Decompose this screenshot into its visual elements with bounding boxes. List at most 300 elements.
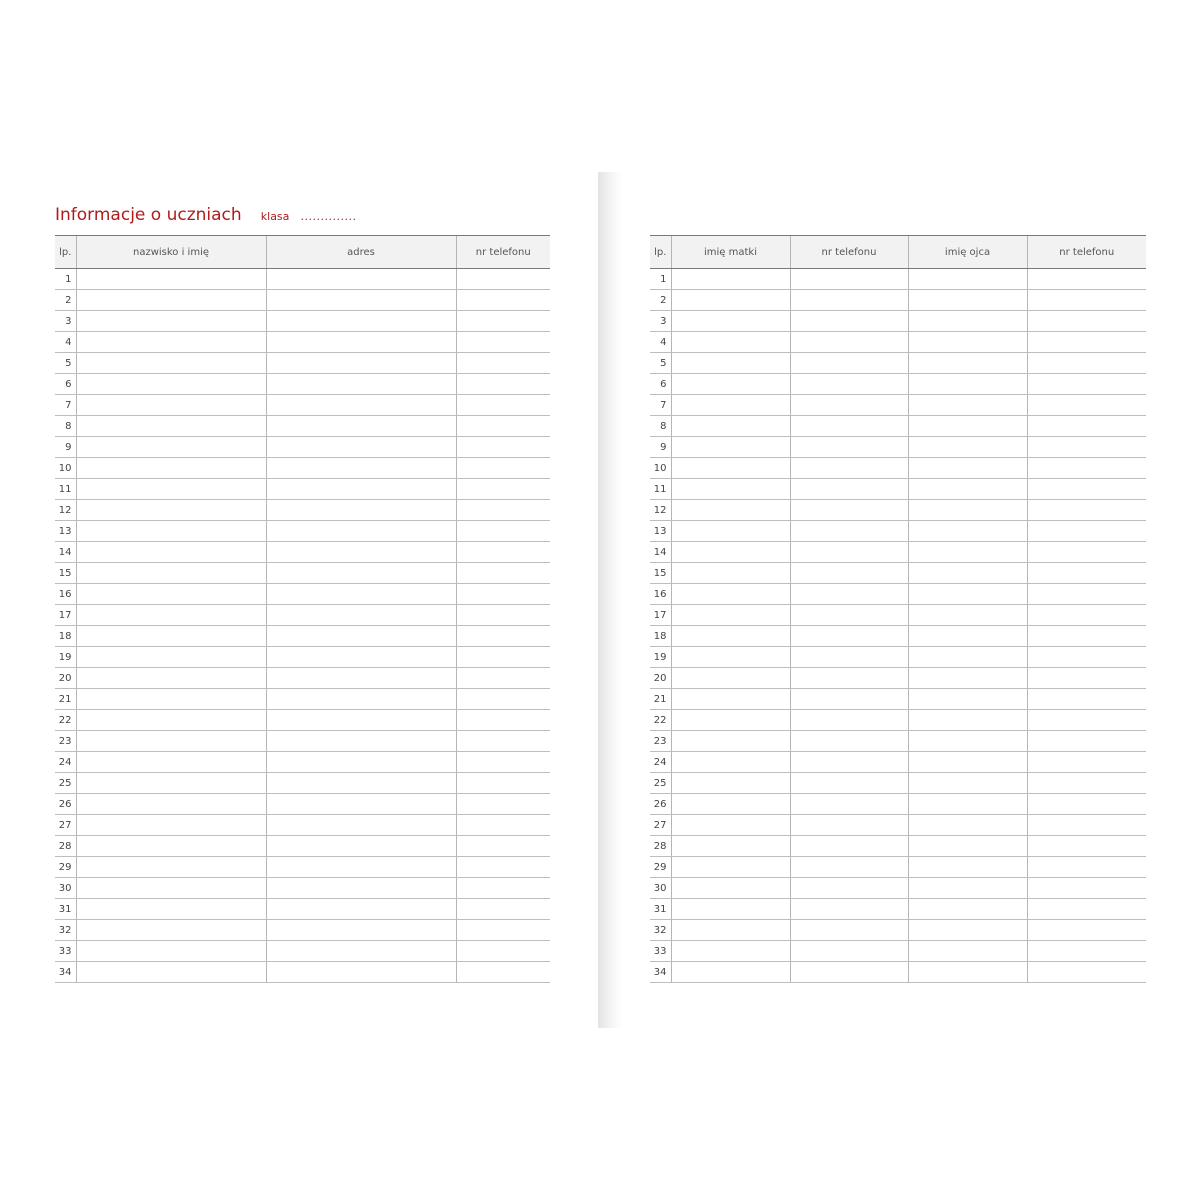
blank-cell[interactable] bbox=[790, 857, 908, 878]
blank-cell[interactable] bbox=[790, 374, 908, 395]
row-number: 15 bbox=[55, 563, 76, 584]
blank-cell[interactable] bbox=[908, 521, 1027, 542]
blank-cell[interactable] bbox=[790, 899, 908, 920]
table-row bbox=[650, 878, 1146, 899]
row-number: 34 bbox=[650, 962, 671, 983]
blank-cell[interactable] bbox=[266, 815, 456, 836]
blank-cell[interactable] bbox=[456, 731, 550, 752]
table-row bbox=[55, 857, 550, 878]
blank-cell[interactable] bbox=[671, 500, 790, 521]
blank-cell[interactable] bbox=[908, 815, 1027, 836]
blank-cell[interactable] bbox=[790, 416, 908, 437]
row-number: 8 bbox=[55, 416, 76, 437]
blank-cell[interactable] bbox=[790, 332, 908, 353]
blank-cell[interactable] bbox=[76, 920, 266, 941]
blank-cell[interactable] bbox=[76, 584, 266, 605]
blank-cell[interactable] bbox=[790, 584, 908, 605]
blank-cell[interactable] bbox=[908, 500, 1027, 521]
blank-cell[interactable] bbox=[908, 647, 1027, 668]
blank-cell[interactable] bbox=[456, 668, 550, 689]
blank-cell[interactable] bbox=[671, 458, 790, 479]
row-number: 12 bbox=[55, 500, 76, 521]
blank-cell[interactable] bbox=[76, 311, 266, 332]
blank-cell[interactable] bbox=[266, 542, 456, 563]
table-row bbox=[55, 647, 550, 668]
blank-cell[interactable] bbox=[76, 962, 266, 983]
blank-cell[interactable] bbox=[790, 311, 908, 332]
blank-cell[interactable] bbox=[671, 752, 790, 773]
table-row bbox=[650, 563, 1146, 584]
table-row bbox=[55, 353, 550, 374]
blank-cell[interactable] bbox=[266, 332, 456, 353]
blank-cell[interactable] bbox=[671, 332, 790, 353]
blank-cell[interactable] bbox=[456, 647, 550, 668]
blank-cell[interactable] bbox=[76, 752, 266, 773]
blank-cell[interactable] bbox=[456, 857, 550, 878]
blank-cell[interactable] bbox=[1027, 857, 1146, 878]
row-number: 24 bbox=[650, 752, 671, 773]
blank-cell[interactable] bbox=[908, 584, 1027, 605]
blank-cell[interactable] bbox=[1027, 542, 1146, 563]
blank-cell[interactable] bbox=[1027, 416, 1146, 437]
blank-cell[interactable] bbox=[456, 920, 550, 941]
blank-cell[interactable] bbox=[671, 395, 790, 416]
blank-cell[interactable] bbox=[671, 563, 790, 584]
table-row bbox=[55, 920, 550, 941]
blank-cell[interactable] bbox=[1027, 374, 1146, 395]
blank-cell[interactable] bbox=[456, 521, 550, 542]
row-number: 4 bbox=[55, 332, 76, 353]
table-row bbox=[650, 710, 1146, 731]
row-number: 20 bbox=[650, 668, 671, 689]
row-number: 10 bbox=[55, 458, 76, 479]
blank-cell[interactable] bbox=[790, 920, 908, 941]
row-number: 23 bbox=[55, 731, 76, 752]
blank-cell[interactable] bbox=[790, 836, 908, 857]
blank-cell[interactable] bbox=[456, 941, 550, 962]
blank-cell[interactable] bbox=[76, 899, 266, 920]
blank-cell[interactable] bbox=[790, 437, 908, 458]
blank-cell[interactable] bbox=[790, 878, 908, 899]
blank-cell[interactable] bbox=[908, 353, 1027, 374]
blank-cell[interactable] bbox=[1027, 437, 1146, 458]
blank-cell[interactable] bbox=[790, 710, 908, 731]
blank-cell[interactable] bbox=[456, 605, 550, 626]
blank-cell[interactable] bbox=[76, 794, 266, 815]
blank-cell[interactable] bbox=[1027, 311, 1146, 332]
blank-cell[interactable] bbox=[456, 815, 550, 836]
blank-cell[interactable] bbox=[908, 395, 1027, 416]
blank-cell[interactable] bbox=[908, 290, 1027, 311]
row-number: 4 bbox=[650, 332, 671, 353]
blank-cell[interactable] bbox=[1027, 731, 1146, 752]
blank-cell[interactable] bbox=[266, 794, 456, 815]
blank-cell[interactable] bbox=[76, 626, 266, 647]
table-row bbox=[55, 437, 550, 458]
blank-cell[interactable] bbox=[266, 941, 456, 962]
blank-cell[interactable] bbox=[908, 710, 1027, 731]
blank-cell[interactable] bbox=[266, 353, 456, 374]
blank-cell[interactable] bbox=[908, 668, 1027, 689]
blank-cell[interactable] bbox=[76, 836, 266, 857]
blank-cell[interactable] bbox=[266, 647, 456, 668]
row-number: 11 bbox=[650, 479, 671, 500]
blank-cell[interactable] bbox=[1027, 899, 1146, 920]
blank-cell[interactable] bbox=[76, 458, 266, 479]
blank-cell[interactable] bbox=[908, 794, 1027, 815]
table-row bbox=[55, 962, 550, 983]
blank-cell[interactable] bbox=[266, 584, 456, 605]
blank-cell[interactable] bbox=[1027, 710, 1146, 731]
blank-cell[interactable] bbox=[456, 353, 550, 374]
row-number: 28 bbox=[55, 836, 76, 857]
blank-cell[interactable] bbox=[790, 290, 908, 311]
blank-cell[interactable] bbox=[908, 962, 1027, 983]
blank-cell[interactable] bbox=[456, 479, 550, 500]
blank-cell[interactable] bbox=[266, 500, 456, 521]
blank-cell[interactable] bbox=[671, 710, 790, 731]
student-info-table bbox=[55, 235, 550, 983]
table-row bbox=[55, 542, 550, 563]
row-number: 9 bbox=[55, 437, 76, 458]
blank-cell[interactable] bbox=[456, 290, 550, 311]
table-row bbox=[650, 815, 1146, 836]
table-row bbox=[55, 605, 550, 626]
page-title-block bbox=[55, 205, 356, 225]
table-row bbox=[55, 836, 550, 857]
blank-cell[interactable] bbox=[456, 836, 550, 857]
blank-cell[interactable] bbox=[76, 605, 266, 626]
row-number: 32 bbox=[650, 920, 671, 941]
blank-cell[interactable] bbox=[266, 836, 456, 857]
blank-cell[interactable] bbox=[1027, 836, 1146, 857]
table-row bbox=[650, 479, 1146, 500]
blank-cell[interactable] bbox=[266, 395, 456, 416]
blank-cell[interactable] bbox=[1027, 584, 1146, 605]
table-row bbox=[650, 605, 1146, 626]
blank-cell[interactable] bbox=[790, 626, 908, 647]
blank-cell[interactable] bbox=[908, 689, 1027, 710]
blank-cell[interactable] bbox=[908, 899, 1027, 920]
table-row bbox=[650, 794, 1146, 815]
blank-cell[interactable] bbox=[456, 563, 550, 584]
blank-cell[interactable] bbox=[266, 626, 456, 647]
blank-cell[interactable] bbox=[456, 752, 550, 773]
blank-cell[interactable] bbox=[456, 332, 550, 353]
blank-cell[interactable] bbox=[790, 668, 908, 689]
blank-cell[interactable] bbox=[266, 710, 456, 731]
blank-cell[interactable] bbox=[266, 479, 456, 500]
blank-cell[interactable] bbox=[671, 584, 790, 605]
blank-cell[interactable] bbox=[1027, 269, 1146, 290]
blank-cell[interactable] bbox=[76, 815, 266, 836]
blank-cell[interactable] bbox=[76, 731, 266, 752]
page-title: Informacje o uczniach bbox=[55, 205, 242, 225]
blank-cell[interactable] bbox=[671, 437, 790, 458]
blank-cell[interactable] bbox=[790, 731, 908, 752]
blank-cell[interactable] bbox=[266, 311, 456, 332]
blank-cell[interactable] bbox=[1027, 815, 1146, 836]
blank-cell[interactable] bbox=[1027, 353, 1146, 374]
blank-cell[interactable] bbox=[908, 374, 1027, 395]
blank-cell[interactable] bbox=[76, 668, 266, 689]
blank-cell[interactable] bbox=[790, 563, 908, 584]
blank-cell[interactable] bbox=[790, 815, 908, 836]
blank-cell[interactable] bbox=[790, 269, 908, 290]
table-row bbox=[650, 353, 1146, 374]
row-number: 26 bbox=[55, 794, 76, 815]
blank-cell[interactable] bbox=[266, 689, 456, 710]
blank-cell[interactable] bbox=[1027, 668, 1146, 689]
blank-cell[interactable] bbox=[790, 542, 908, 563]
blank-cell[interactable] bbox=[671, 920, 790, 941]
blank-cell[interactable] bbox=[266, 458, 456, 479]
row-number: 27 bbox=[650, 815, 671, 836]
blank-cell[interactable] bbox=[671, 794, 790, 815]
table-row bbox=[55, 899, 550, 920]
blank-cell[interactable] bbox=[908, 332, 1027, 353]
blank-cell[interactable] bbox=[266, 773, 456, 794]
blank-cell[interactable] bbox=[456, 962, 550, 983]
blank-cell[interactable] bbox=[456, 878, 550, 899]
blank-cell[interactable] bbox=[76, 437, 266, 458]
table-row bbox=[650, 500, 1146, 521]
blank-cell[interactable] bbox=[76, 689, 266, 710]
table-row bbox=[650, 458, 1146, 479]
blank-cell[interactable] bbox=[266, 269, 456, 290]
row-number: 19 bbox=[650, 647, 671, 668]
blank-cell[interactable] bbox=[456, 689, 550, 710]
blank-cell[interactable] bbox=[671, 269, 790, 290]
blank-cell[interactable] bbox=[1027, 605, 1146, 626]
blank-cell[interactable] bbox=[266, 899, 456, 920]
row-number: 19 bbox=[55, 647, 76, 668]
blank-cell[interactable] bbox=[1027, 773, 1146, 794]
blank-cell[interactable] bbox=[76, 878, 266, 899]
blank-cell[interactable] bbox=[76, 290, 266, 311]
blank-cell[interactable] bbox=[1027, 941, 1146, 962]
blank-cell[interactable] bbox=[671, 521, 790, 542]
row-number: 14 bbox=[55, 542, 76, 563]
blank-cell[interactable] bbox=[790, 647, 908, 668]
blank-cell[interactable] bbox=[456, 794, 550, 815]
row-number: 11 bbox=[55, 479, 76, 500]
blank-cell[interactable] bbox=[266, 920, 456, 941]
blank-cell[interactable] bbox=[790, 521, 908, 542]
column-header-father-name: imię ojca bbox=[908, 236, 1027, 269]
blank-cell[interactable] bbox=[1027, 395, 1146, 416]
right-page bbox=[650, 235, 1146, 983]
blank-cell[interactable] bbox=[1027, 479, 1146, 500]
blank-cell[interactable] bbox=[266, 857, 456, 878]
blank-cell[interactable] bbox=[266, 290, 456, 311]
row-number: 20 bbox=[55, 668, 76, 689]
row-number: 32 bbox=[55, 920, 76, 941]
blank-cell[interactable] bbox=[790, 689, 908, 710]
blank-cell[interactable] bbox=[790, 458, 908, 479]
blank-cell[interactable] bbox=[671, 542, 790, 563]
blank-cell[interactable] bbox=[266, 752, 456, 773]
blank-cell[interactable] bbox=[266, 962, 456, 983]
table-row bbox=[650, 584, 1146, 605]
blank-cell[interactable] bbox=[790, 941, 908, 962]
blank-cell[interactable] bbox=[671, 836, 790, 857]
row-number: 6 bbox=[650, 374, 671, 395]
blank-cell[interactable] bbox=[908, 437, 1027, 458]
blank-cell[interactable] bbox=[908, 311, 1027, 332]
blank-cell[interactable] bbox=[456, 500, 550, 521]
blank-cell[interactable] bbox=[790, 353, 908, 374]
blank-cell[interactable] bbox=[671, 773, 790, 794]
blank-cell[interactable] bbox=[456, 374, 550, 395]
blank-cell[interactable] bbox=[266, 563, 456, 584]
blank-cell[interactable] bbox=[1027, 794, 1146, 815]
row-number: 25 bbox=[55, 773, 76, 794]
blank-cell[interactable] bbox=[908, 605, 1027, 626]
blank-cell[interactable] bbox=[456, 269, 550, 290]
blank-cell[interactable] bbox=[266, 878, 456, 899]
blank-cell[interactable] bbox=[266, 668, 456, 689]
blank-cell[interactable] bbox=[1027, 752, 1146, 773]
blank-cell[interactable] bbox=[456, 542, 550, 563]
table-row bbox=[55, 563, 550, 584]
blank-cell[interactable] bbox=[76, 941, 266, 962]
blank-cell[interactable] bbox=[76, 521, 266, 542]
blank-cell[interactable] bbox=[266, 416, 456, 437]
blank-cell[interactable] bbox=[671, 878, 790, 899]
blank-cell[interactable] bbox=[1027, 290, 1146, 311]
blank-cell[interactable] bbox=[1027, 563, 1146, 584]
blank-cell[interactable] bbox=[1027, 626, 1146, 647]
blank-cell[interactable] bbox=[76, 395, 266, 416]
blank-cell[interactable] bbox=[908, 857, 1027, 878]
blank-cell[interactable] bbox=[76, 857, 266, 878]
blank-cell[interactable] bbox=[908, 731, 1027, 752]
blank-cell[interactable] bbox=[908, 941, 1027, 962]
blank-cell[interactable] bbox=[671, 353, 790, 374]
blank-cell[interactable] bbox=[790, 773, 908, 794]
blank-cell[interactable] bbox=[671, 416, 790, 437]
blank-cell[interactable] bbox=[456, 458, 550, 479]
blank-cell[interactable] bbox=[76, 542, 266, 563]
blank-cell[interactable] bbox=[671, 605, 790, 626]
blank-cell[interactable] bbox=[790, 752, 908, 773]
table-row bbox=[55, 878, 550, 899]
blank-cell[interactable] bbox=[1027, 500, 1146, 521]
blank-cell[interactable] bbox=[456, 773, 550, 794]
blank-cell[interactable] bbox=[671, 899, 790, 920]
table-row bbox=[650, 416, 1146, 437]
blank-cell[interactable] bbox=[266, 374, 456, 395]
blank-cell[interactable] bbox=[908, 920, 1027, 941]
blank-cell[interactable] bbox=[790, 500, 908, 521]
blank-cell[interactable] bbox=[671, 647, 790, 668]
blank-cell[interactable] bbox=[76, 500, 266, 521]
blank-cell[interactable] bbox=[671, 374, 790, 395]
column-header-phone: nr telefonu bbox=[456, 236, 550, 269]
blank-cell[interactable] bbox=[266, 521, 456, 542]
blank-cell[interactable] bbox=[266, 731, 456, 752]
blank-cell[interactable] bbox=[1027, 332, 1146, 353]
blank-cell[interactable] bbox=[908, 752, 1027, 773]
blank-cell[interactable] bbox=[266, 437, 456, 458]
blank-cell[interactable] bbox=[456, 626, 550, 647]
blank-cell[interactable] bbox=[908, 836, 1027, 857]
blank-cell[interactable] bbox=[671, 290, 790, 311]
blank-cell[interactable] bbox=[76, 332, 266, 353]
blank-cell[interactable] bbox=[671, 962, 790, 983]
blank-cell[interactable] bbox=[456, 395, 550, 416]
table-row bbox=[55, 290, 550, 311]
blank-cell[interactable] bbox=[1027, 458, 1146, 479]
blank-cell[interactable] bbox=[908, 458, 1027, 479]
blank-cell[interactable] bbox=[76, 479, 266, 500]
blank-cell[interactable] bbox=[908, 626, 1027, 647]
blank-cell[interactable] bbox=[908, 542, 1027, 563]
blank-cell[interactable] bbox=[671, 689, 790, 710]
blank-cell[interactable] bbox=[908, 416, 1027, 437]
blank-cell[interactable] bbox=[671, 626, 790, 647]
table-row bbox=[55, 584, 550, 605]
blank-cell[interactable] bbox=[1027, 878, 1146, 899]
blank-cell[interactable] bbox=[76, 353, 266, 374]
blank-cell[interactable] bbox=[671, 731, 790, 752]
blank-cell[interactable] bbox=[908, 269, 1027, 290]
blank-cell[interactable] bbox=[671, 668, 790, 689]
blank-cell[interactable] bbox=[76, 416, 266, 437]
blank-cell[interactable] bbox=[908, 479, 1027, 500]
blank-cell[interactable] bbox=[908, 878, 1027, 899]
blank-cell[interactable] bbox=[908, 563, 1027, 584]
blank-cell[interactable] bbox=[76, 563, 266, 584]
column-header-mother-phone: nr telefonu bbox=[790, 236, 908, 269]
blank-cell[interactable] bbox=[671, 857, 790, 878]
blank-cell[interactable] bbox=[266, 605, 456, 626]
blank-cell[interactable] bbox=[790, 479, 908, 500]
blank-cell[interactable] bbox=[671, 311, 790, 332]
blank-cell[interactable] bbox=[76, 269, 266, 290]
blank-cell[interactable] bbox=[456, 584, 550, 605]
blank-cell[interactable] bbox=[1027, 962, 1146, 983]
blank-cell[interactable] bbox=[1027, 647, 1146, 668]
blank-cell[interactable] bbox=[790, 962, 908, 983]
blank-cell[interactable] bbox=[1027, 521, 1146, 542]
blank-cell[interactable] bbox=[456, 437, 550, 458]
blank-cell[interactable] bbox=[456, 311, 550, 332]
blank-cell[interactable] bbox=[908, 773, 1027, 794]
row-number: 10 bbox=[650, 458, 671, 479]
blank-cell[interactable] bbox=[1027, 689, 1146, 710]
table-row bbox=[650, 647, 1146, 668]
blank-cell[interactable] bbox=[76, 374, 266, 395]
blank-cell[interactable] bbox=[790, 794, 908, 815]
blank-cell[interactable] bbox=[456, 416, 550, 437]
blank-cell[interactable] bbox=[76, 710, 266, 731]
table-row bbox=[55, 815, 550, 836]
table-row bbox=[650, 311, 1146, 332]
blank-cell[interactable] bbox=[76, 773, 266, 794]
blank-cell[interactable] bbox=[456, 899, 550, 920]
blank-cell[interactable] bbox=[76, 647, 266, 668]
blank-cell[interactable] bbox=[1027, 920, 1146, 941]
row-number: 33 bbox=[650, 941, 671, 962]
blank-cell[interactable] bbox=[671, 815, 790, 836]
blank-cell[interactable] bbox=[790, 605, 908, 626]
blank-cell[interactable] bbox=[671, 941, 790, 962]
blank-cell[interactable] bbox=[671, 479, 790, 500]
blank-cell[interactable] bbox=[456, 710, 550, 731]
blank-cell[interactable] bbox=[790, 395, 908, 416]
